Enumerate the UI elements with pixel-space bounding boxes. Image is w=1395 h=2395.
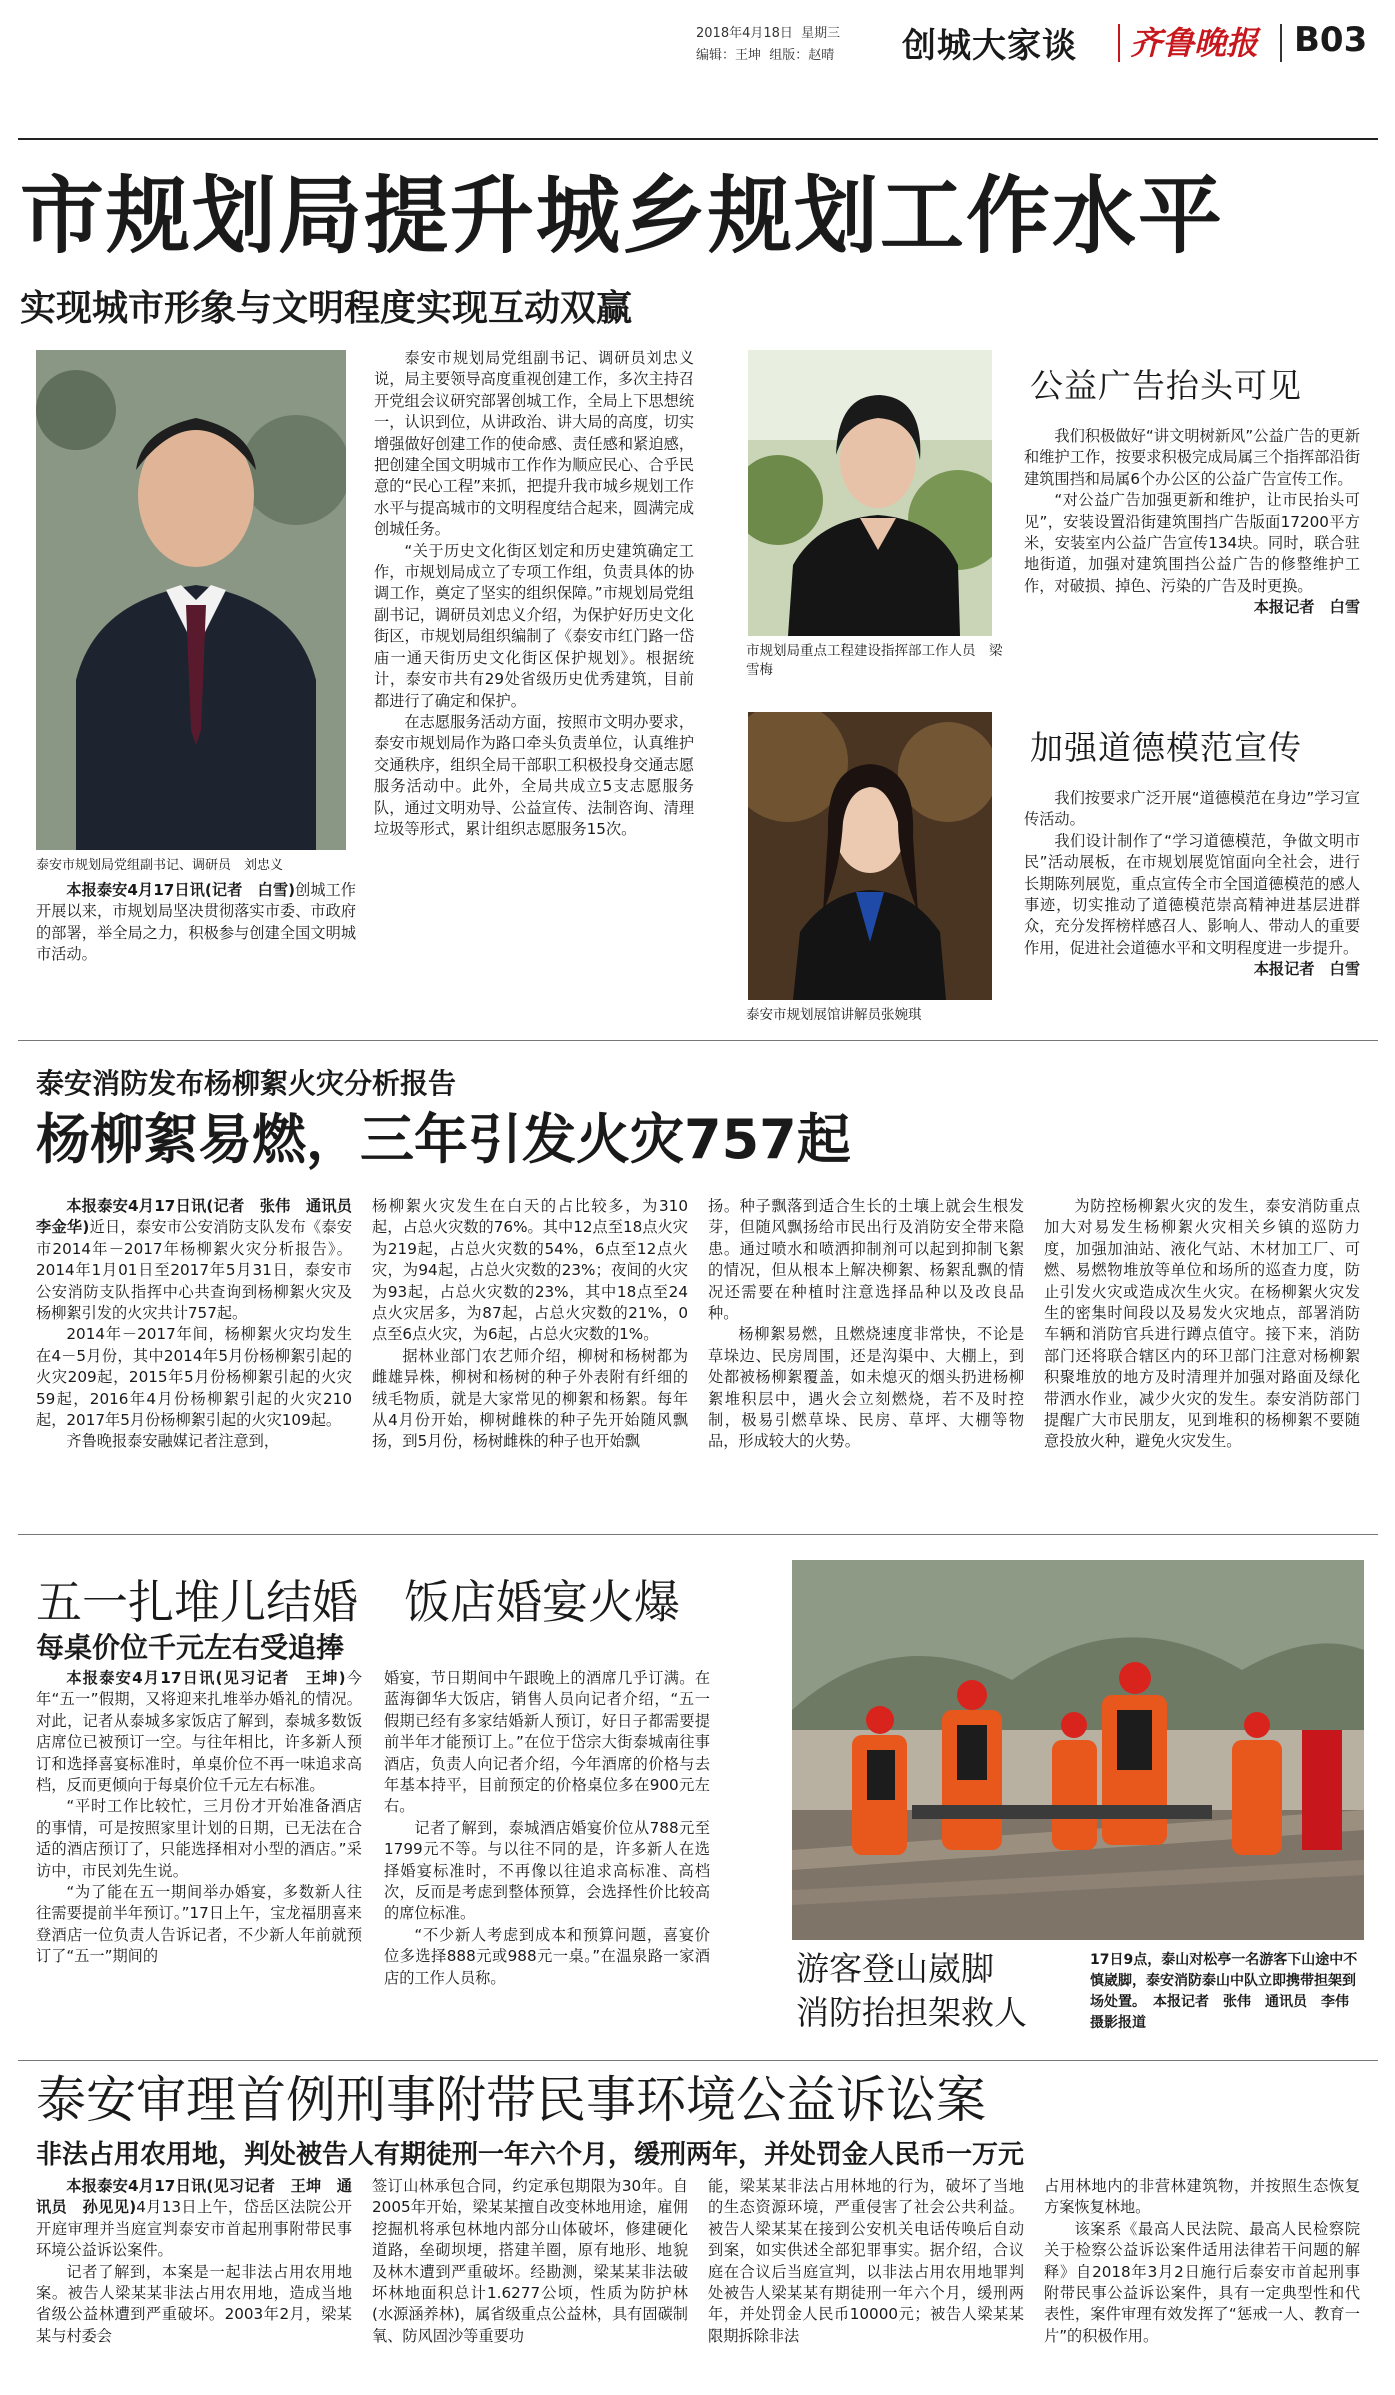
photo-fire-title-line2: 消防抬担架救人	[796, 1993, 1027, 2032]
portrait-guide-image	[748, 712, 992, 1000]
photo-mountain-rescue	[792, 1560, 1364, 1940]
article3-col2: 婚宴，节日期间中午跟晚上的酒席几乎订满。在蓝海御华大饭店，销售人员向记者介绍，“五一假期已经有多家结婚新人预订，好日子都需要提前半年才能预订上。”在位于岱宗大街泰城南往事酒店，负责人向记者介绍，今年酒席的价格与去年基本持平，目前预定的价格桌位多在900元左右。 记者了解到，泰城酒店婚宴价位从788元至1799元不等。与以往不同的是，许多新人在选择婚宴标准时，不再像以往追求高标准、高档次，反而是考虑到整体预算，会选择性价比较高的席位标准。 “不少新人考虑到成本和预算问题，喜宴价位多选择888元或988元一桌。”在温泉路一家酒店的工作人员称。	[384, 1669, 710, 1987]
sub1-body: 我们积极做好“讲文明树新风”公益广告的更新和维护工作，按要求积极完成局属三个指挥部沿街建筑围挡和局属6个办公区的公益广告宣传工作。 “对公益广告加强更新和维护，让市民抬头可见”，安装设置沿街建筑围挡广告版面17200平方米，安装室内公益广告宣传134块。同时，联合驻地街道，加强对建筑围挡公益广告的修整维护工作，对破损、掉色、污染的广告及时更换。 本报记者 白雪	[1024, 427, 1360, 617]
article4-col2: 签订山林承包合同，约定承包期限为30年。自2005年开始，梁某某擅自改变林地用途，雇佣挖掘机将承包林地内部分山体破坏，修建硬化道路，垒砌坝埂，搭建羊圈，原有地形、地貌及林木遭到严重破坏。经勘测，梁某某非法破坏林地面积总计1.6277公顷，性质为防护林(水源涵养林)，属省级重点公益林，具有固碳制氧、防风固沙等重要功	[372, 2177, 688, 2345]
page-number: B03	[1294, 20, 1368, 60]
article2-col3: 扬。种子飘落到适合生长的土壤上就会生根发芽，但随风飘扬给市民出行及消防安全带来隐患。通过喷水和喷洒抑制剂可以起到抑制飞絮的情况，但从根本上解决柳絮、杨絮乱飘的情况还需要在种植时注意选择品种以及改良品种。 杨柳絮易燃，且燃烧速度非常快，不论是草垛边、民房周围，还是沟渠中、大棚上，到处都被杨柳絮覆盖，如未熄灭的烟头扔进杨柳絮堆积层中，遇火会立刻燃烧，若不及时控制，极易引燃草垛、民房、草坪、大棚等物品，形成较大的火势。	[708, 1197, 1024, 1451]
article4-col1: 本报泰安4月17日讯(见习记者 王坤 通讯员 孙见见)4月13日上午，岱岳区法院公开开庭审理并当庭宣判泰安市首起刑事附带民事环境公益诉讼案件。 记者了解到，本案是一起非法占用农用地案。被告人梁某某非法占用农用地，造成当地省级公益林遭到严重破坏。2003年2月，梁某某与村委会	[36, 2177, 352, 2345]
subhead-moral-models: 加强道德模范宣传	[1030, 728, 1302, 767]
photo-fire-caption: 17日9点，泰山对松亭一名游客下山途中不慎崴脚，泰安消防泰山中队立即携带担架到场处置。 本报记者 张伟 通讯员 李伟 摄影报道	[1090, 1952, 1363, 2031]
article3-subtitle: 每桌价位千元左右受追捧	[36, 1631, 345, 1664]
article4-col3: 能，梁某某非法占用林地的行为，破坏了当地的生态资源环境，严重侵害了社会公共利益。被告人梁某某在接到公安机关电话传唤后自动到案，如实供述全部犯罪事实。据介绍，合议庭在合议后当庭宣判，以非法占用农用地罪判处被告人梁某某有期徒刑一年六个月，缓刑两年，并处罚金人民币10000元；被告人梁某某限期拆除非法	[708, 2177, 1024, 2345]
photo3-caption: 泰安市规划展馆讲解员张婉琪	[746, 1007, 922, 1023]
article2-title: 杨柳絮易燃，三年引发火灾757起	[36, 1108, 851, 1171]
subhead-public-ads: 公益广告抬头可见	[1030, 366, 1302, 405]
article1-title: 市规划局提升城乡规划工作水平	[20, 167, 1225, 265]
header-editors: 编辑：王坤 组版：赵晴	[696, 48, 835, 63]
article2-kicker: 泰安消防发布杨柳絮火灾分析报告	[36, 1067, 457, 1100]
portrait-woman-image	[748, 350, 992, 636]
sub2-body: 我们按要求广泛开展“道德模范在身边”学习宣传活动。 我们设计制作了“学习道德模范，争做文明市民”活动展板，在市规划展览馆面向全社会，进行长期陈列展览，重点宣传全市全国道德模范的感人事迹，切实推动了道德模范崇高精神进基层进群众，充分发挥榜样感召人、影响人、带动人的重要作用，促进社会道德水平和文明程度进一步提升。 本报记者 白雪	[1024, 789, 1360, 979]
article2-col2: 杨柳絮火灾发生在白天的占比较多，为310起，占总火灾数的76%。其中12点至18点火灾为219起，占总火灾数的54%，6点至12点火灾，为94起，占总火灾数的23%；夜间的火灾为93起，占总火灾数的23%，其中18点至24点火灾居多，为87起，占总火灾数的21%，0点至6点火灾，为6起，占总火灾数的1%。 据林业部门农艺师介绍，柳树和杨树都为雌雄异株，柳树和杨树的种子外表附有纤细的绒毛物质，就是大家常见的柳絮和杨絮。每年从4月份开始，柳树雌株的种子先开始随风飘扬，到5月份，杨树雌株的种子也开始飘	[372, 1197, 688, 1451]
photo2-caption: 市规划局重点工程建设指挥部工作人员 梁雪梅	[746, 643, 1003, 678]
portrait-man-image	[36, 350, 346, 850]
article1-subtitle: 实现城市形象与文明程度实现互动双赢	[20, 288, 633, 329]
section-title: 创城大家谈	[902, 26, 1077, 66]
article3-col1: 本报泰安4月17日讯(见习记者 王坤)今年“五一”假期，又将迎来扎堆举办婚礼的情况。对此，记者从泰城多家饭店了解到，泰城多数饭店席位已被预订一空。与往年相比，许多新人预订和选择喜宴标准时，单桌价位不再一味追求高档，反而更倾向于每桌价位千元左右标准。 “平时工作比较忙，三月份才开始准备酒店的事情，可是按照家里计划的日期，已无法在合适的酒店预订了，只能选择相对小型的酒店。”采访中，市民刘先生说。 “为了能在五一期间举办婚宴，多数新人往往需要提前半年预订。”17日上午，宝龙福朋喜来登酒店一位负责人告诉记者，不少新人年前就预订了“五一”期间的	[36, 1669, 362, 1966]
article2-col4: 为防控杨柳絮火灾的发生，泰安消防重点加大对易发生杨柳絮火灾相关乡镇的巡防力度，加强加油站、液化气站、木材加工厂、可燃、易燃物堆放等单位和场所的巡查力度，防止引发火灾或造成次生火灾。在杨柳絮火灾发生的密集时间段以及易发火灾地点，部署消防车辆和消防官兵进行蹲点值守。接下来，消防部门还将联合辖区内的环卫部门注意对杨柳絮积聚堆放的地方及时清理并加强对路面及绿化带洒水作业，减少火灾的发生。泰安消防部门提醒广大市民朋友，见到堆积的杨柳絮不要随意投放火种，避免火灾发生。	[1044, 1197, 1360, 1451]
paper-logo: 齐鲁晚报	[1130, 24, 1259, 62]
article1-lead: 本报泰安4月17日讯(记者 白雪)创城工作开展以来，市规划局坚决贯彻落实市委、市政府的部署，举全局之力，积极参与创建全国文明城市活动。	[36, 881, 356, 964]
article4-title: 泰安审理首例刑事附带民事环境公益诉讼案	[36, 2071, 986, 2129]
photo1-caption: 泰安市规划局党组副书记、调研员 刘忠义	[36, 858, 284, 873]
photo-liu-zhongyi	[36, 350, 346, 850]
article2-col1: 本报泰安4月17日讯(记者 张伟 通讯员 李金华)近日，泰安市公安消防支队发布《泰安市2014年－2017年杨柳絮火灾分析报告》。2014年1月01日至2017年5月31日，泰安市公安消防支队指挥中心共查询到杨柳絮火灾及杨柳絮引发的火灾共计757起。 2014年－2017年间，杨柳絮火灾均发生在4－5月份，其中2014年5月份杨柳絮引起的火灾209起，2015年5月份杨柳絮引起的火灾59起，2016年4月份杨柳絮引起的火灾210起，2017年5月份杨柳絮引起的火灾109起。 齐鲁晚报泰安融媒记者注意到，	[36, 1197, 368, 1451]
photo-liang-xuemei	[748, 350, 992, 636]
photo-zhang-wanqi	[748, 712, 992, 1000]
photo-fire-title-line1: 游客登山崴脚	[796, 1949, 994, 1988]
article4-col4: 占用林地内的非营林建筑物，并按照生态恢复方案恢复林地。 该案系《最高人民法院、最高人民检察院关于检察公益诉讼案件适用法律若干问题的解释》自2018年3月2日施行后泰安市首起刑事附带民事公益诉讼案件，具有一定典型性和代表性，案件审理有效发挥了“惩戒一人、教育一片”的积极作用。	[1044, 2177, 1360, 2345]
article1-col2: 泰安市规划局党组副书记、调研员刘忠义说，局主要领导高度重视创建工作，多次主持召开党组会议研究部署创城工作，全局上下思想统一，认识到位，从讲政治、讲大局的高度，切实增强做好创建工作的使命感、责任感和紧迫感，把创建全国文明城市工作作为顺应民心、合乎民意的“民心工程”来抓，把提升我市城乡规划工作水平与提高城市的文明程度结合起来，圆满完成创城任务。 “关于历史文化街区划定和历史建筑确定工作，市规划局成立了专项工作组，负责具体的协调工作，奠定了坚实的组织保障。”市规划局党组副书记，调研员刘忠义介绍，为保护好历史文化街区，市规划局组织编制了《泰安市红门路一岱庙一通天街历史文化街区保护规划》。根据统计，泰安市共有29处省级历史优秀建筑，目前都进行了确定和保护。 在志愿服务活动方面，按照市文明办要求，泰安市规划局作为路口牵头负责单位，认真维护交通秩序，组织全局干部职工积极投身交通志愿服务活动中。此外，全局共成立5支志愿服务队，通过文明劝导、公益宣传、法制咨询、清理垃圾等形式，累计组织志愿服务15次。	[374, 349, 694, 838]
header-date: 2018年4月18日 星期三	[696, 26, 841, 41]
firefighters-stretcher-image	[792, 1560, 1364, 1940]
article4-subtitle: 非法占用农用地，判处被告人有期徒刑一年六个月，缓刑两年，并处罚金人民币一万元	[36, 2140, 1025, 2170]
article3-title: 五一扎堆儿结婚 饭店婚宴火爆	[36, 1575, 680, 1629]
